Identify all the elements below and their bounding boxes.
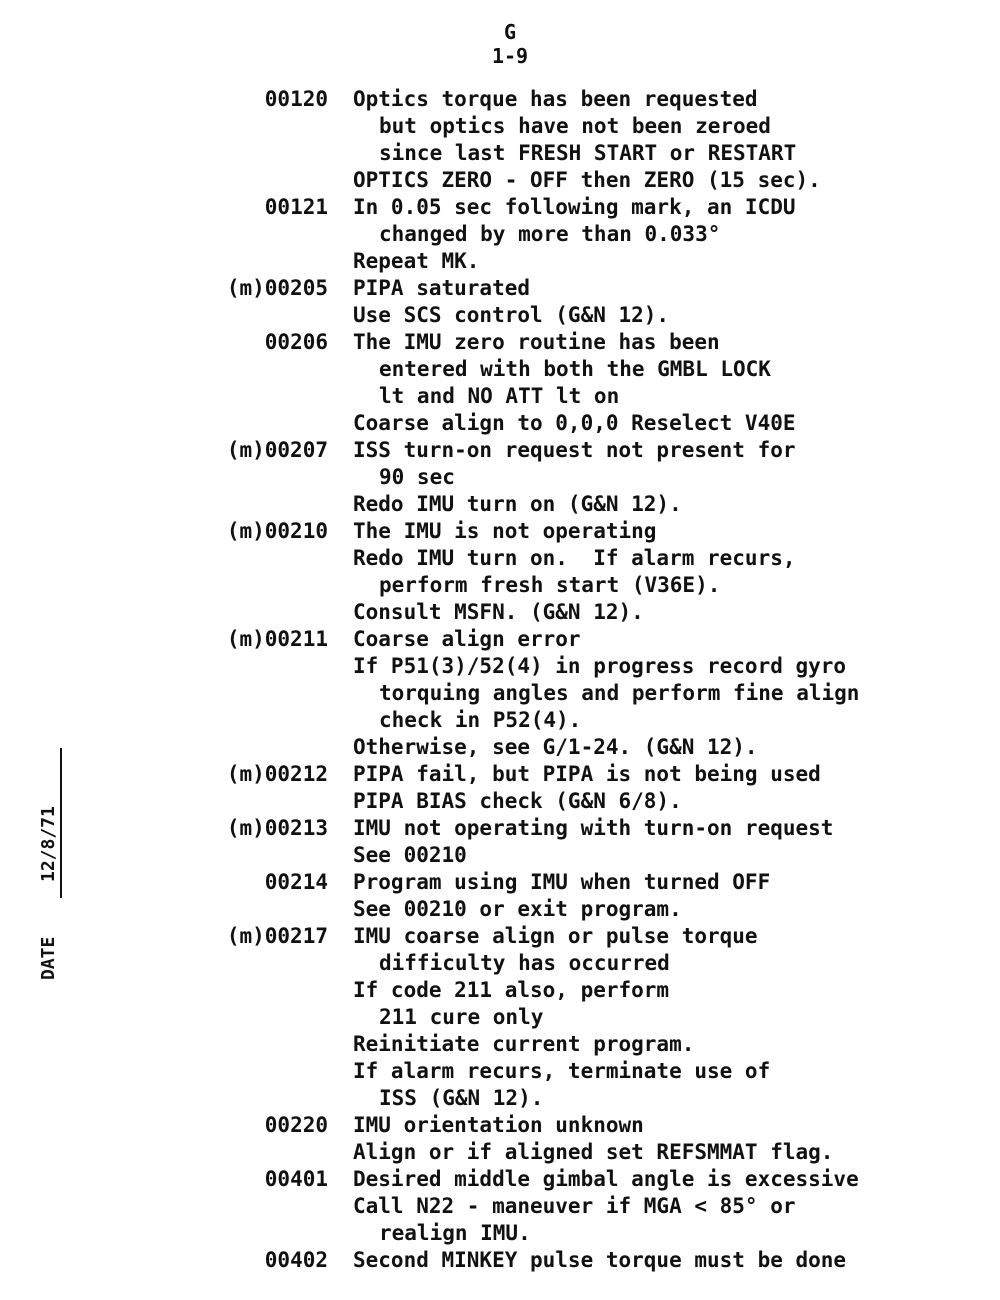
margin-date-value: 12/8/71 <box>38 806 59 882</box>
description-line: IMU orientation unknown <box>353 1113 644 1137</box>
alarm-entry <box>200 194 960 275</box>
alarm-description <box>353 761 821 815</box>
margin-date-label: DATE <box>38 936 59 980</box>
alarm-code: 00206 <box>264 330 328 354</box>
alarm-entry <box>200 437 960 518</box>
description-line: Coarse align to 0,0,0 Reselect V40E <box>353 411 796 435</box>
alarm-code: 00401 <box>264 1167 328 1191</box>
alarm-entry <box>200 329 960 437</box>
description-line: The IMU zero routine has been <box>353 330 720 354</box>
alarm-description <box>353 815 833 869</box>
alarm-code: 00120 <box>264 87 328 111</box>
alarm-code: 00121 <box>264 195 328 219</box>
description-line: since last FRESH START or RESTART <box>379 141 797 165</box>
alarm-code: (m)00212 <box>226 762 328 786</box>
alarm-description <box>353 1112 833 1166</box>
description-line: If alarm recurs, terminate use of <box>353 1059 771 1083</box>
description-line: entered with both the GMBL LOCK <box>379 357 771 381</box>
alarm-description <box>353 275 669 329</box>
description-line: If code 211 also, perform <box>353 978 670 1002</box>
description-line: torquing angles and perform fine align <box>379 681 860 705</box>
alarm-code: (m)00205 <box>226 276 328 300</box>
description-line: Repeat MK. <box>353 249 480 273</box>
description-line: Consult MSFN. (G&N 12). <box>353 600 644 624</box>
description-line: Desired middle gimbal angle is excessive <box>353 1167 859 1191</box>
description-line: Redo IMU turn on. If alarm recurs, <box>353 546 796 570</box>
description-line: realign IMU. <box>379 1221 531 1245</box>
alarm-description <box>353 923 770 1112</box>
description-line: The IMU is not operating <box>353 519 657 543</box>
description-line: 211 cure only <box>379 1005 544 1029</box>
description-line: but optics have not been zeroed <box>379 114 771 138</box>
alarm-code-list <box>200 86 960 1274</box>
alarm-entry <box>200 1112 960 1166</box>
alarm-description <box>353 626 859 761</box>
description-line: changed by more than 0.033° <box>379 222 721 246</box>
description-line: See 00210 or exit program. <box>353 897 682 921</box>
alarm-code: 00402 <box>264 1248 328 1272</box>
description-line: perform fresh start (V36E). <box>379 573 721 597</box>
alarm-entry <box>200 86 960 194</box>
alarm-description <box>353 1166 859 1247</box>
alarm-code: (m)00213 <box>226 816 328 840</box>
description-line: OPTICS ZERO - OFF then ZERO (15 sec). <box>353 168 821 192</box>
description-line: See 00210 <box>353 843 467 867</box>
alarm-code: (m)00217 <box>226 924 328 948</box>
alarm-entry <box>200 815 960 869</box>
description-line: In 0.05 sec following mark, an ICDU <box>353 195 796 219</box>
description-line: PIPA saturated <box>353 276 531 300</box>
alarm-description <box>353 1247 846 1274</box>
description-line: Redo IMU turn on (G&N 12). <box>353 492 682 516</box>
alarm-code: (m)00210 <box>226 519 328 543</box>
alarm-entry <box>200 275 960 329</box>
description-line: PIPA fail, but PIPA is not being used <box>353 762 821 786</box>
description-line: difficulty has occurred <box>379 951 670 975</box>
alarm-description <box>353 194 796 275</box>
description-line: If P51(3)/52(4) in progress record gyro <box>353 654 847 678</box>
description-line: Use SCS control (G&N 12). <box>353 303 670 327</box>
description-line: Call N22 - maneuver if MGA < 85° or <box>353 1194 796 1218</box>
alarm-entry <box>200 1166 960 1247</box>
description-line: Align or if aligned set REFSMMAT flag. <box>353 1140 834 1164</box>
description-line: IMU not operating with turn-on request <box>353 816 834 840</box>
date-underline <box>60 748 62 898</box>
alarm-code: 00220 <box>264 1113 328 1137</box>
description-line: lt and NO ATT lt on <box>379 384 620 408</box>
description-line: ISS turn-on request not present for <box>353 438 796 462</box>
alarm-entry <box>200 923 960 1112</box>
description-line: Otherwise, see G/1-24. (G&N 12). <box>353 735 758 759</box>
description-line: Coarse align error <box>353 627 581 651</box>
description-line: PIPA BIAS check (G&N 6/8). <box>353 789 682 813</box>
alarm-code: 00214 <box>264 870 328 894</box>
alarm-entry <box>200 626 960 761</box>
alarm-description <box>353 86 821 194</box>
description-line: check in P52(4). <box>379 708 582 732</box>
alarm-code: (m)00211 <box>226 627 328 651</box>
alarm-entry <box>200 869 960 923</box>
alarm-description <box>353 518 796 626</box>
page-header <box>480 20 540 68</box>
description-line: Program using IMU when turned OFF <box>353 870 771 894</box>
description-line: 90 sec <box>379 465 455 489</box>
alarm-entry <box>200 518 960 626</box>
page-number: 1-9 <box>491 44 529 68</box>
alarm-description <box>353 437 796 518</box>
alarm-entry <box>200 761 960 815</box>
alarm-code: (m)00207 <box>226 438 328 462</box>
description-line: Optics torque has been requested <box>353 87 758 111</box>
alarm-description <box>353 329 796 437</box>
section-letter: G <box>503 20 517 44</box>
description-line: ISS (G&N 12). <box>379 1086 544 1110</box>
description-line: IMU coarse align or pulse torque <box>353 924 758 948</box>
alarm-description <box>353 869 770 923</box>
alarm-entry <box>200 1247 960 1274</box>
description-line: Reinitiate current program. <box>353 1032 695 1056</box>
description-line: Second MINKEY pulse torque must be done <box>353 1248 847 1272</box>
